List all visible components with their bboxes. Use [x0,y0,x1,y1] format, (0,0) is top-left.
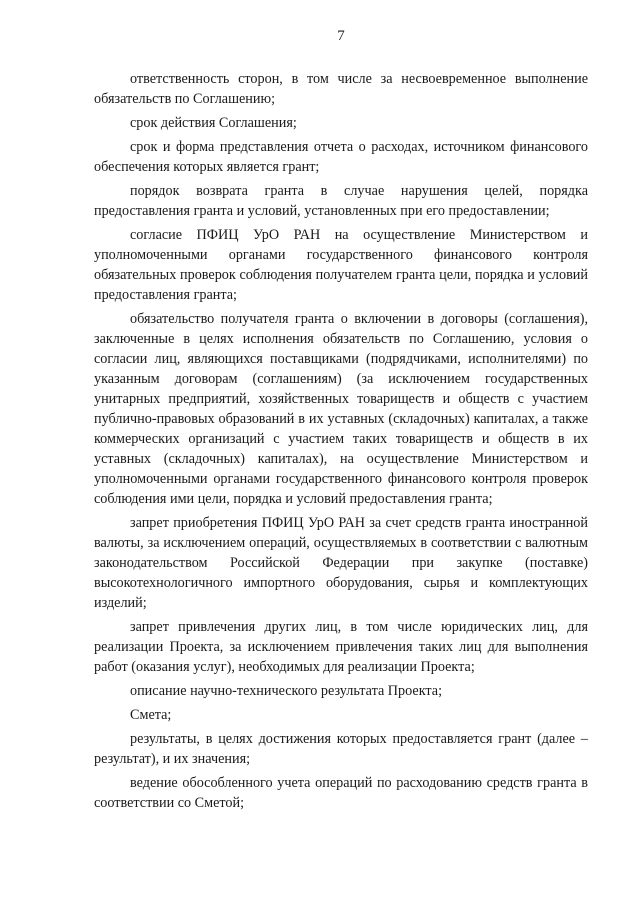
document-body [94,69,588,813]
paragraph-third-party-ban: запрет привлечения других лиц, в том числе юридических лиц, для реализации Проекта, за исключением привлечения таких лиц для выполнения работ (оказания услуг), необходимых для реализации Проекта; [94,619,588,675]
paragraph-responsibility: ответственность сторон, в том числе за несвоевременное выполнение обязательств по Соглашению; [94,71,588,107]
paragraph-contract-obligation: обязательство получателя гранта о включении в договоры (соглашения), заключенные в целях исполнения обязательств по Соглашению, условия о согласии лиц, являющихся поставщиками (подрядчиками, исполнителями) по указанным договорам (соглашениям) (за исключением государственных унитарных предприятий, хозяйственных товариществ и обществ с участием публично-правовых образований в их уставных (складочных) капиталах, а также коммерческих организаций с участием таких товариществ и обществ в их уставных (складочных) капиталах), на осуществление Министерством и уполномоченными органами государственного финансового контроля проверок соблюдения ими цели, порядка и условий предоставления гранта; [94,311,588,507]
paragraph-consent-inspections: согласие ПФИЦ УрО РАН на осуществление Министерством и уполномоченными органами государственного финансового контроля обязательных проверок соблюдения получателем гранта цели, порядка и условий предоставления гранта; [94,227,588,303]
paragraph-report-form: срок и форма представления отчета о расходах, источником финансового обеспечения которых является грант; [94,139,588,175]
paragraph-results-values: результаты, в целях достижения которых предоставляется грант (далее – результат), и их значения; [94,731,588,767]
paragraph-grant-return: порядок возврата гранта в случае нарушения целей, порядка предоставления гранта и условий, установленных при его предоставлении; [94,183,588,219]
paragraph-agreement-term: срок действия Соглашения; [130,115,297,131]
paragraph-currency-ban: запрет приобретения ПФИЦ УрО РАН за счет средств гранта иностранной валюты, за исключением операций, осуществляемых в соответствии с валютным законодательством Российской Федерации при закупке (поставке) высокотехнологичного импортного оборудования, сырья и комплектующих изделий; [94,515,588,611]
paragraph-separate-accounting: ведение обособленного учета операций по расходованию средств гранта в соответствии со Сметой; [94,775,588,811]
page-number: 7 [337,28,345,44]
paragraph-result-description: описание научно-технического результата Проекта; [130,683,443,699]
paragraph-estimate: Смета; [130,707,172,723]
